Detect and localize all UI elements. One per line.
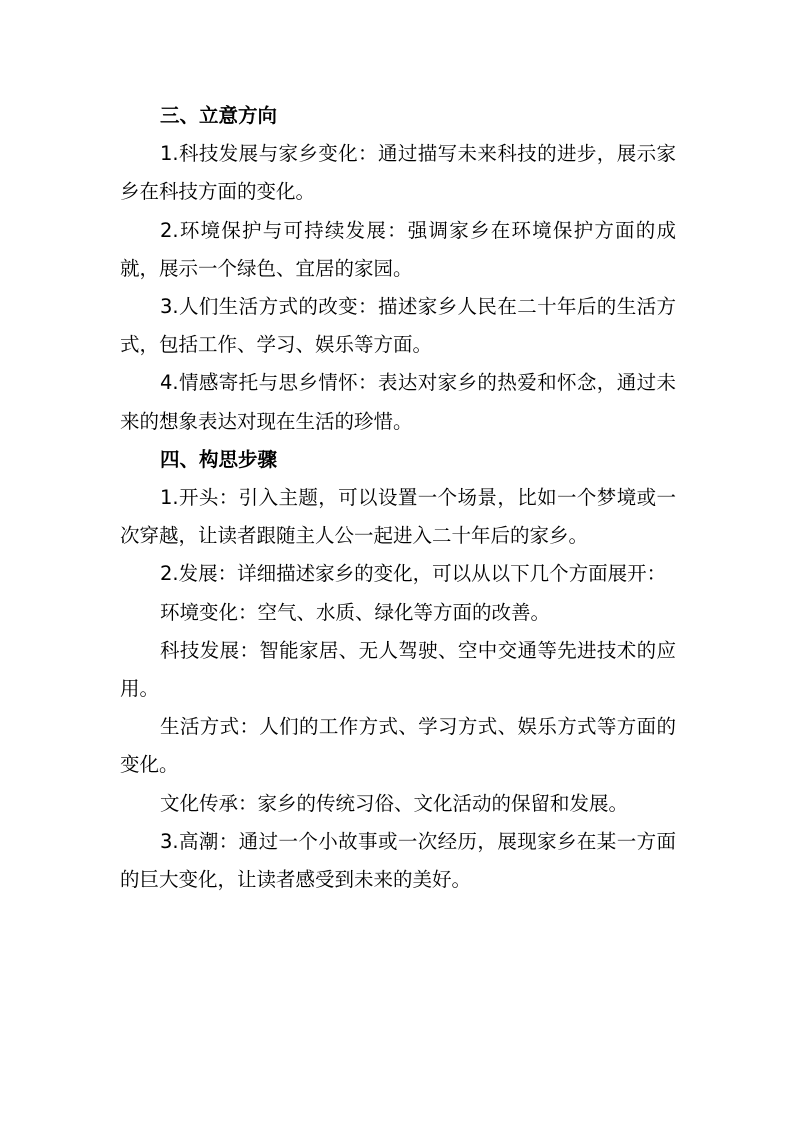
paragraph: 1.开头：引入主题，可以设置一个场景，比如一个梦境或一次穿越，让读者跟随主人公一起进入二十年后的家乡。 xyxy=(120,486,676,548)
paragraph: 1.科技发展与家乡变化：通过描写未来科技的进步，展示家乡在科技方面的变化。 xyxy=(120,142,676,204)
paragraph: 3.人们生活方式的改变：描述家乡人民在二十年后的生活方式，包括工作、学习、娱乐等方面。 xyxy=(120,295,676,357)
section-heading: 四、构思步骤 xyxy=(160,447,278,471)
paragraph: 文化传承：家乡的传统习俗、文化活动的保留和发展。 xyxy=(160,791,629,815)
paragraph: 3.高潮：通过一个小故事或一次经历，展现家乡在某一方面的巨大变化，让读者感受到未来的美好。 xyxy=(120,829,676,892)
paragraph: 2.环境保护与可持续发展：强调家乡在环境保护方面的成就，展示一个绿色、宜居的家园。 xyxy=(120,218,676,280)
paragraph: 环境变化：空气、水质、绿化等方面的改善。 xyxy=(160,600,551,624)
paragraph: 4.情感寄托与思乡情怀：表达对家乡的热爱和怀念，通过未来的想象表达对现在生活的珍惜。 xyxy=(120,371,676,433)
section-heading: 三、立意方向 xyxy=(160,104,278,127)
paragraph: 2.发展：详细描述家乡的变化，可以从以下几个方面展开： xyxy=(160,562,667,586)
paragraph: 生活方式：人们的工作方式、学习方式、娱乐方式等方面的变化。 xyxy=(120,715,676,777)
paragraph: 科技发展：智能家居、无人驾驶、空中交通等先进技术的应用。 xyxy=(120,638,676,701)
